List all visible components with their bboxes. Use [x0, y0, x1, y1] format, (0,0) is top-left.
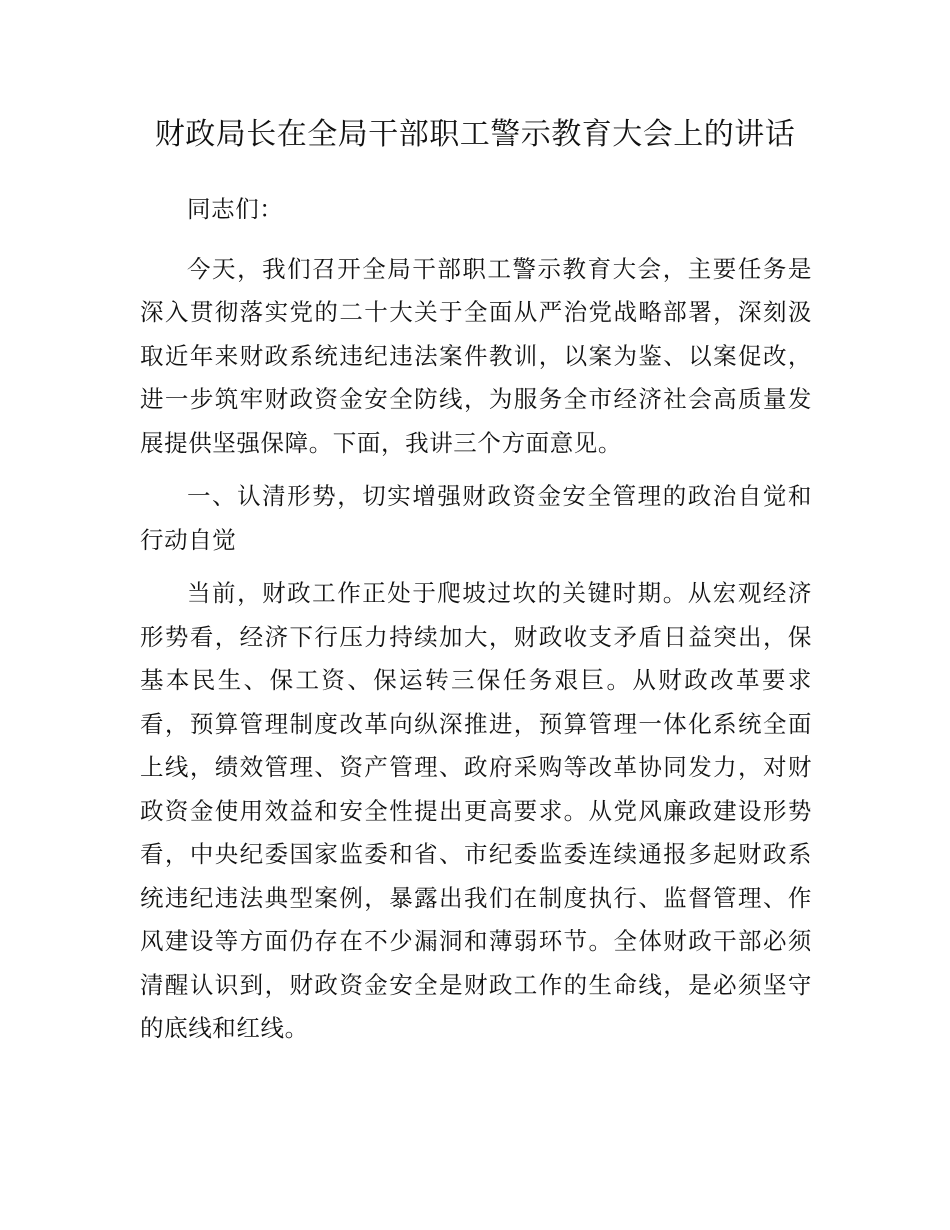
document-title: 财政局长在全局干部职工警示教育大会上的讲话 [154, 117, 796, 152]
paragraph-intro: 今天，我们召开全局干部职工警示教育大会，主要任务是深入贯彻落实党的二十大关于全面从严治党战略部署，深刻汲取近年来财政系统违纪违法案件教训，以案为鉴、以案促改，进一步筑牢财政资金安全防线，为服务全市经济社会高质量发展提供坚强保障。下面，我讲三个方面意见。 [140, 254, 812, 457]
salutation: 同志们： [187, 195, 284, 223]
section-heading-1: 一、认清形势，切实增强财政资金安全管理的政治自觉和行动自觉 [140, 482, 812, 554]
document-body [140, 188, 812, 1061]
paragraph-situation: 当前，财政工作正处于爬坡过坎的关键时期。从宏观经济形势看，经济下行压力持续加大，财政收支矛盾日益突出，保基本民生、保工资、保运转三保任务艰巨。从财政改革要求看，预算管理制度改革向纵深推进，预算管理一体化系统全面上线，绩效管理、资产管理、政府采购等改革协同发力，对财政资金使用效益和安全性提出更高要求。从党风廉政建设形势看，中央纪委国家监委和省、市纪委监委连续通报多起财政系统违纪违法典型案例，暴露出我们在制度执行、监督管理、作风建设等方面仍存在不少漏洞和薄弱环节。全体财政干部必须清醒认识到，财政资金安全是财政工作的生命线，是必须坚守的底线和红线。 [140, 579, 812, 1042]
